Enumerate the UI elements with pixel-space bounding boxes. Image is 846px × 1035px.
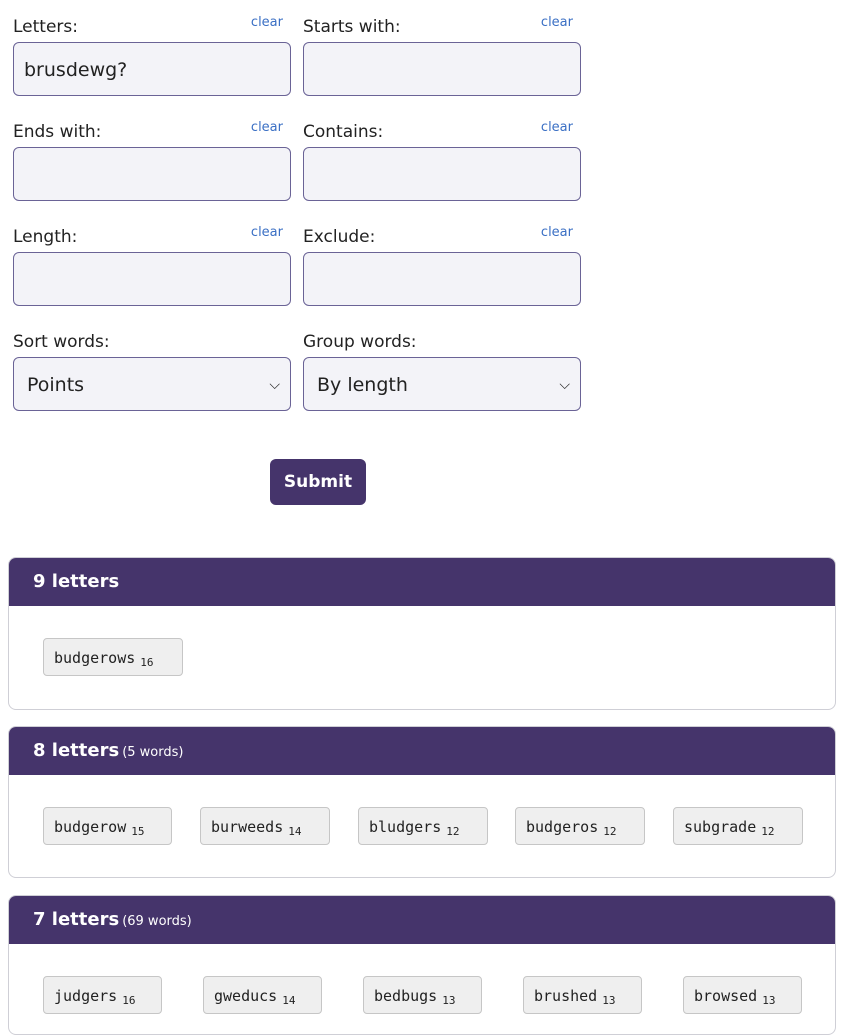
group-selected-value: By length: [317, 374, 408, 396]
group-header: [9, 896, 835, 944]
group-title: 9 letters: [33, 571, 120, 592]
word-chip[interactable]: [43, 807, 172, 845]
letters-clear-link[interactable]: clear: [250, 15, 283, 30]
group-header: [9, 558, 835, 606]
word-chip[interactable]: [673, 807, 803, 845]
word-text: judgers: [54, 987, 118, 1005]
ends-with-clear-link[interactable]: clear: [250, 120, 283, 135]
exclude-clear-link[interactable]: clear: [540, 225, 573, 240]
starts-with-clear-link[interactable]: clear: [540, 15, 573, 30]
letters-input[interactable]: brusdewg?: [13, 42, 291, 96]
group-title: 8 letters: [33, 740, 120, 761]
exclude-input[interactable]: [303, 252, 581, 306]
ends-with-label: Ends with:: [13, 122, 102, 142]
word-text: brushed: [534, 987, 598, 1005]
word-points: 16: [140, 656, 154, 669]
contains-clear-link[interactable]: clear: [540, 120, 573, 135]
word-points: 15: [131, 825, 145, 838]
word-chip[interactable]: [683, 976, 802, 1014]
word-text: budgerows: [54, 649, 136, 667]
word-points: 13: [762, 994, 776, 1007]
word-text: bedbugs: [374, 987, 438, 1005]
word-chip[interactable]: [358, 807, 488, 845]
word-text: budgerow: [54, 818, 127, 836]
word-chip[interactable]: [515, 807, 645, 845]
word-points: 12: [761, 825, 775, 838]
word-points: 12: [446, 825, 460, 838]
submit-button[interactable]: Submit: [270, 459, 366, 505]
word-chip[interactable]: [363, 976, 482, 1014]
word-text: gweducs: [214, 987, 278, 1005]
result-group-9-letters: [8, 557, 836, 710]
letters-label: Letters:: [13, 17, 78, 37]
group-word-count: (69 words): [122, 914, 192, 929]
word-text: browsed: [694, 987, 758, 1005]
length-label: Length:: [13, 227, 78, 247]
group-title: 7 letters: [33, 909, 120, 930]
word-points: 14: [288, 825, 302, 838]
group-header: [9, 727, 835, 775]
exclude-label: Exclude:: [303, 227, 376, 247]
length-clear-link[interactable]: clear: [250, 225, 283, 240]
word-points: 12: [603, 825, 617, 838]
group-select[interactable]: [303, 357, 581, 411]
word-points: 16: [122, 994, 136, 1007]
group-word-count: (5 words): [122, 745, 184, 760]
contains-label: Contains:: [303, 122, 384, 142]
sort-selected-value: Points: [27, 374, 85, 396]
word-text: bludgers: [369, 818, 442, 836]
sort-label: Sort words:: [13, 332, 110, 352]
starts-with-label: Starts with:: [303, 17, 401, 37]
result-group-8-letters: [8, 726, 836, 878]
chevron-down-icon: ⌵: [559, 377, 570, 393]
word-chip[interactable]: [523, 976, 642, 1014]
word-chip[interactable]: [43, 638, 183, 676]
chevron-down-icon: ⌵: [269, 377, 280, 393]
ends-with-input[interactable]: [13, 147, 291, 201]
word-chip[interactable]: [43, 976, 162, 1014]
contains-input[interactable]: [303, 147, 581, 201]
word-points: 13: [442, 994, 456, 1007]
result-group-7-letters: [8, 895, 836, 1035]
word-points: 13: [602, 994, 616, 1007]
word-points: 14: [282, 994, 296, 1007]
word-text: burweeds: [211, 818, 284, 836]
word-chip[interactable]: [203, 976, 322, 1014]
length-input[interactable]: [13, 252, 291, 306]
sort-select[interactable]: [13, 357, 291, 411]
group-label: Group words:: [303, 332, 417, 352]
starts-with-input[interactable]: [303, 42, 581, 96]
word-text: subgrade: [684, 818, 757, 836]
word-chip[interactable]: [200, 807, 330, 845]
word-text: budgeros: [526, 818, 599, 836]
